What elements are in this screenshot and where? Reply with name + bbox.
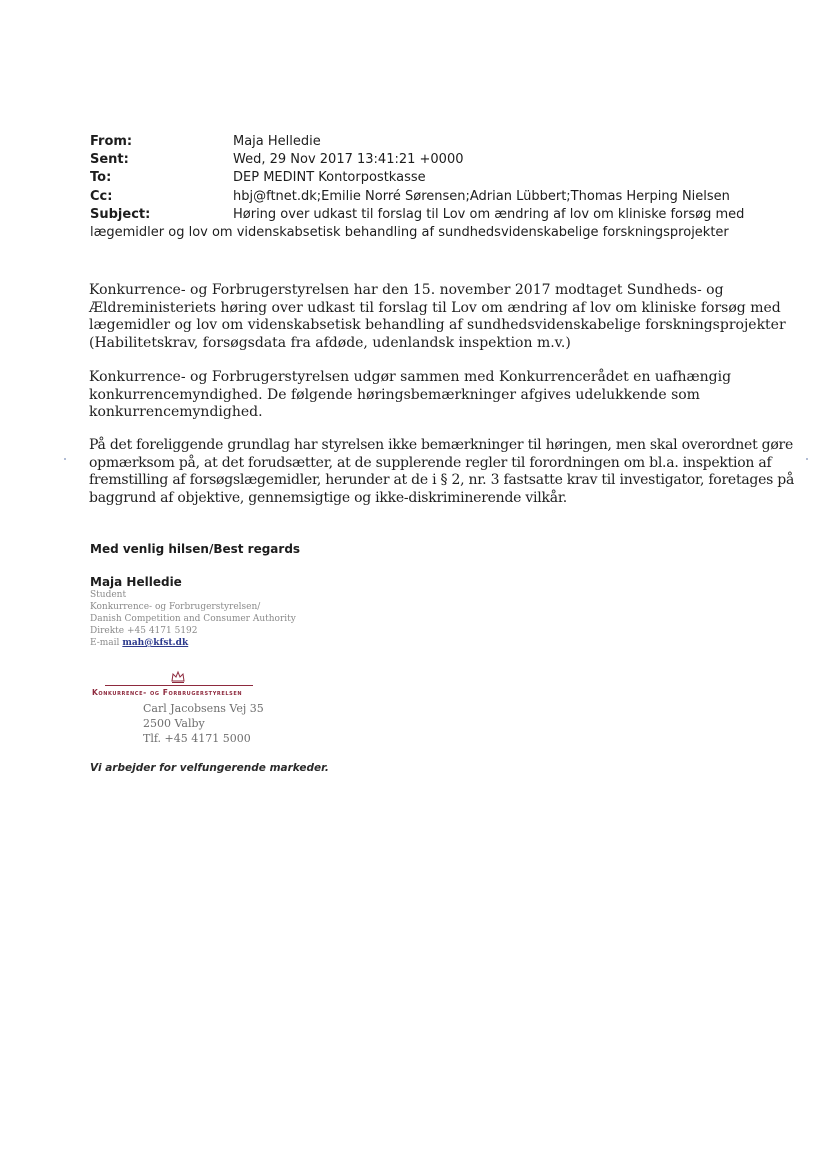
address-phone: Tlf. +45 4171 5000 [143, 732, 251, 745]
scan-speck [64, 458, 66, 460]
subject-line-2: lægemidler og lov om videnskabsetisk behandling af sundhedsvidenskabelige forskningsprojekter [90, 225, 729, 240]
signature-direct: Direkte +45 4171 5192 [90, 626, 198, 636]
scan-speck [806, 458, 808, 460]
signature-org-da: Konkurrence- og Forbrugerstyrelsen/ [90, 602, 261, 612]
address-street: Carl Jacobsens Vej 35 [143, 702, 264, 715]
body-paragraph-2 [89, 369, 749, 422]
email-link[interactable]: mah@kfst.dk [122, 638, 189, 648]
address-city: 2500 Valby [143, 717, 205, 730]
crown-icon [170, 670, 186, 684]
email-prefix: E-mail [90, 638, 120, 648]
body-line: På det foreliggende grundlag har styrelsen ikke bemærkninger til høringen, men skal overordnet gøre [89, 437, 794, 453]
tagline: Vi arbejder for velfungerende markeder. [90, 762, 329, 774]
body-line: konkurrencemyndighed. De følgende høringsbemærkninger afgives udelukkende som [89, 386, 700, 403]
subject-label: Subject: [90, 207, 151, 222]
body-line: lægemidler og lov om videnskabsetisk behandling af sundhedsvidenskabelige forskningsprojekter [89, 317, 786, 333]
signature-email-row [90, 638, 188, 648]
to-label: To: [90, 170, 112, 185]
body-paragraph-1 [89, 282, 786, 352]
body-paragraph-3 [89, 437, 795, 507]
body-line: Konkurrence- og Forbrugerstyrelsen har den 15. november 2017 modtaget Sundheds- og [89, 282, 724, 298]
signature-name: Maja Helledie [90, 575, 182, 589]
body-line: Ældreministeriets høring over udkast til forslag til Lov om ændring af lov om kliniske forsøg med [89, 299, 781, 316]
agency-logo-text: Konkurrence- og Forbrugerstyrelsen [92, 688, 243, 697]
subject-line-1: Høring over udkast til forslag til Lov om ændring af lov om kliniske forsøg med [233, 207, 745, 222]
to-value: DEP MEDINT Kontorpostkasse [233, 170, 426, 185]
body-line: konkurrencemyndighed. [89, 404, 263, 420]
body-line: (Habilitetskrav, forsøgsdata fra afdøde, udenlandsk inspektion m.v.) [89, 334, 571, 351]
from-label: From: [90, 134, 133, 149]
body-line: opmærksom på, at det forudsætter, at de supplerende regler til forordningen om bl.a. inspektion af [89, 454, 772, 471]
body-line: fremstilling af forsøgslægemidler, herunder at de i § 2, nr. 3 fastsatte krav til investigator, foretages på [89, 472, 795, 488]
body-line: Konkurrence- og Forbrugerstyrelsen udgør sammen med Konkurrencerådet en uafhængig [89, 369, 732, 385]
cc-label: Cc: [90, 189, 113, 204]
body-line: baggrund af objektive, gennemsigtige og ikke-diskriminerende vilkår. [89, 489, 567, 506]
closing: Med venlig hilsen/Best regards [90, 542, 301, 556]
sent-value: Wed, 29 Nov 2017 13:41:21 +0000 [233, 152, 464, 167]
signature-title: Student [90, 590, 127, 600]
cc-value: hbj@ftnet.dk;Emilie Norré Sørensen;Adrian Lübbert;Thomas Herping Nielsen [233, 189, 730, 204]
signature-org-en: Danish Competition and Consumer Authority [90, 614, 296, 624]
from-value: Maja Helledie [233, 134, 321, 149]
logo-rule [105, 685, 253, 686]
sent-label: Sent: [90, 152, 129, 167]
